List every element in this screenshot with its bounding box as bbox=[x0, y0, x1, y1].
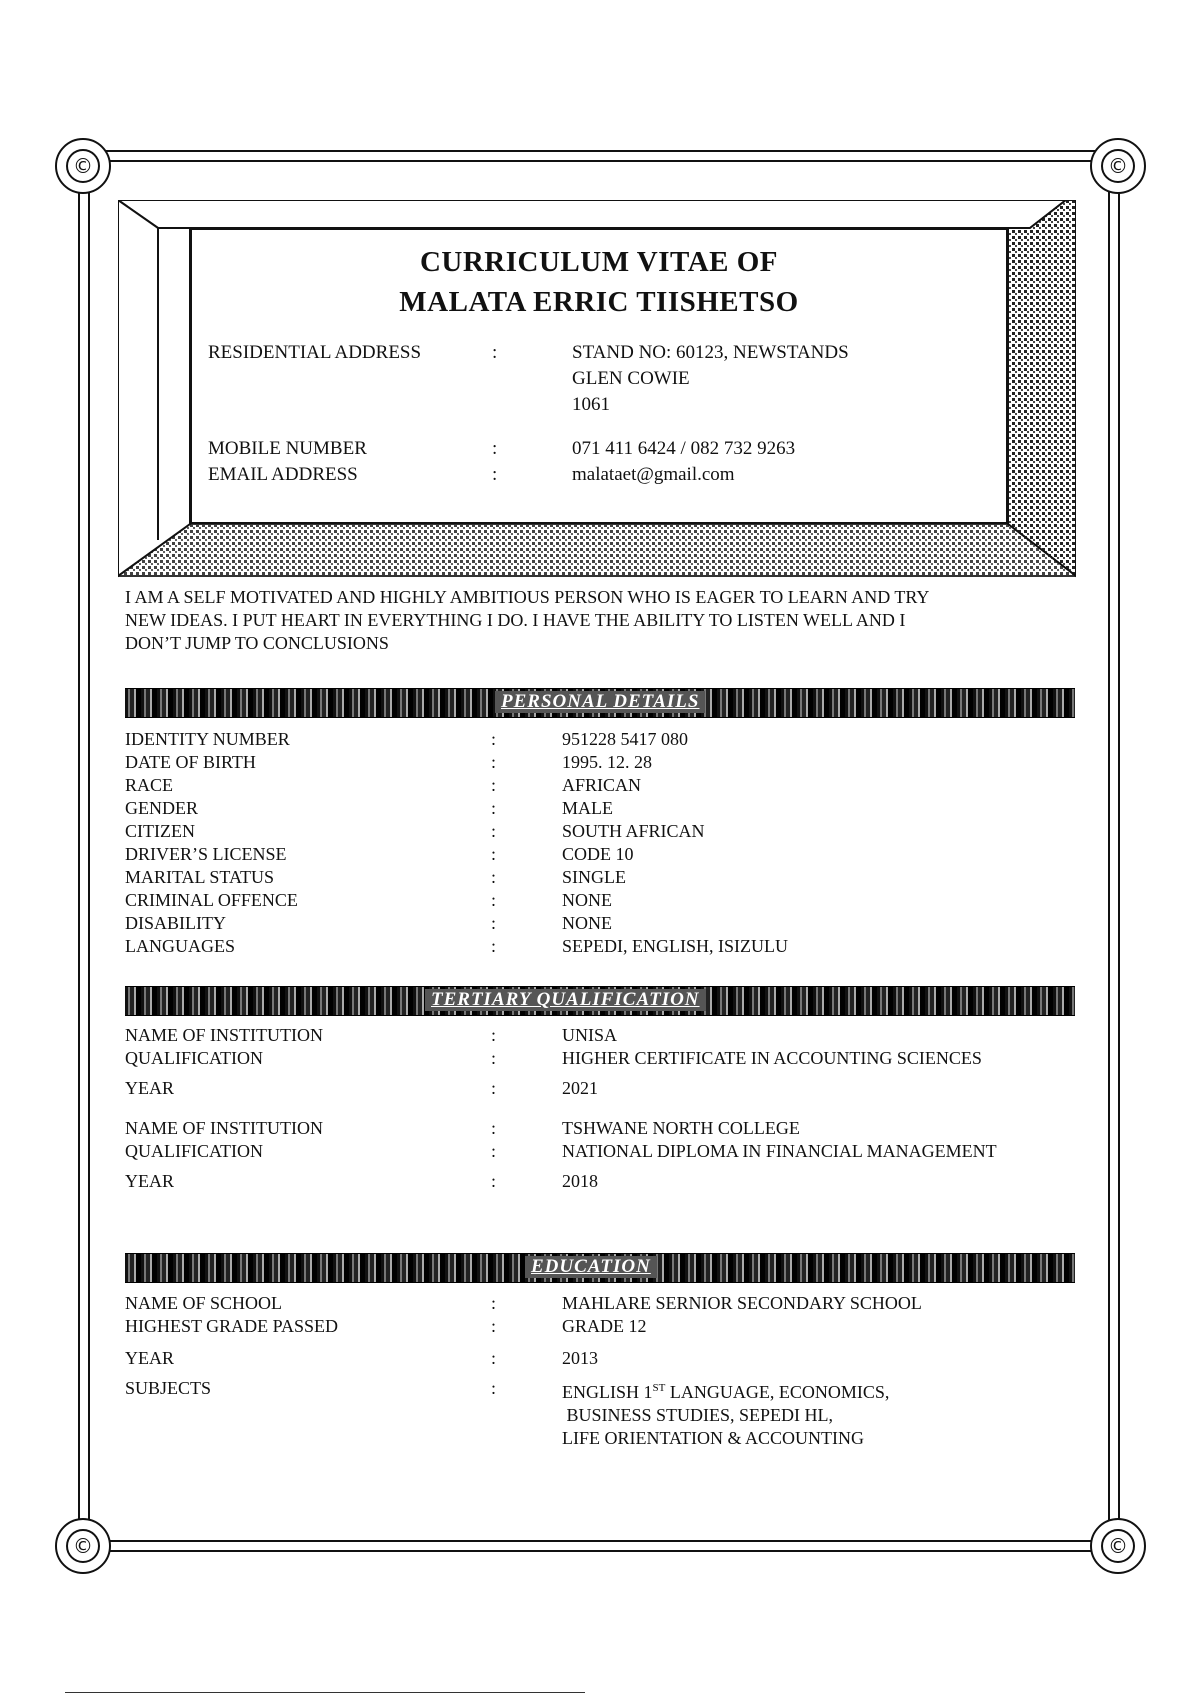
colon: : bbox=[491, 1293, 497, 1313]
list-item bbox=[125, 774, 1075, 797]
field-value: AFRICAN bbox=[562, 775, 642, 795]
field-value: NONE bbox=[562, 913, 612, 933]
corner-ornament-top-left: © bbox=[55, 138, 111, 194]
mobile-number-label: MOBILE NUMBER bbox=[208, 438, 367, 459]
school-label: NAME OF SCHOOL bbox=[125, 1293, 283, 1313]
field-value: TSHWANE NORTH COLLEGE bbox=[562, 1118, 800, 1138]
field-label: LANGUAGES bbox=[125, 936, 235, 956]
intro-line: I AM A SELF MOTIVATED AND HIGHLY AMBITIOUS PERSON WHO IS EAGER TO LEARN AND TRY bbox=[125, 587, 930, 607]
intro-line: DON’T JUMP TO CONCLUSIONS bbox=[125, 633, 389, 653]
colon: : bbox=[491, 798, 497, 818]
list-item bbox=[125, 1347, 1075, 1370]
intro-line: NEW IDEAS. I PUT HEART IN EVERYTHING I DO. I HAVE THE ABILITY TO LISTEN WELL AND I bbox=[125, 610, 906, 630]
school-value: MAHLARE SERNIOR SECONDARY SCHOOL bbox=[562, 1293, 922, 1313]
field-label: YEAR bbox=[125, 1078, 174, 1098]
field-label: NAME OF INSTITUTION bbox=[125, 1118, 323, 1138]
year-value: 2013 bbox=[562, 1348, 598, 1368]
residential-address-line2: GLEN COWIE bbox=[572, 368, 690, 389]
list-item bbox=[125, 1024, 1075, 1047]
field-value: MALE bbox=[562, 798, 613, 818]
colon: : bbox=[492, 464, 498, 485]
field-value: NONE bbox=[562, 890, 612, 910]
field-label: CRIMINAL OFFENCE bbox=[125, 890, 298, 910]
residential-address-label: RESIDENTIAL ADDRESS bbox=[208, 342, 422, 363]
colon: : bbox=[491, 1078, 497, 1098]
field-value: 2018 bbox=[562, 1171, 598, 1191]
field-label: QUALIFICATION bbox=[125, 1141, 263, 1161]
section-title-education: EDUCATION bbox=[525, 1256, 657, 1278]
field-label: DATE OF BIRTH bbox=[125, 752, 256, 772]
list-item bbox=[125, 935, 1075, 958]
year-label: YEAR bbox=[125, 1348, 174, 1368]
colon: : bbox=[492, 342, 498, 363]
corner-ornament-bottom-left: © bbox=[55, 1518, 111, 1574]
list-item bbox=[125, 1117, 1075, 1140]
intro-paragraph bbox=[125, 586, 1065, 655]
list-item bbox=[125, 843, 1075, 866]
colon: : bbox=[491, 867, 497, 887]
colon: : bbox=[491, 1025, 497, 1045]
email-address-label: EMAIL ADDRESS bbox=[208, 464, 358, 485]
subjects-label: SUBJECTS bbox=[125, 1378, 212, 1398]
colon: : bbox=[491, 844, 497, 864]
field-value: HIGHER CERTIFICATE IN ACCOUNTING SCIENCES bbox=[562, 1048, 982, 1068]
field-label: DRIVER’S LICENSE bbox=[125, 844, 287, 864]
email-address-value: malataet@gmail.com bbox=[572, 464, 735, 485]
list-item bbox=[125, 797, 1075, 820]
list-item bbox=[125, 1047, 1075, 1070]
field-label: GENDER bbox=[125, 798, 198, 818]
list-item bbox=[125, 1315, 1075, 1338]
frame-bottom-line-inner bbox=[100, 1550, 1100, 1552]
subjects-line: BUSINESS STUDIES, SEPEDI HL, bbox=[562, 1405, 834, 1425]
colon: : bbox=[491, 1048, 497, 1068]
subjects-line: LIFE ORIENTATION & ACCOUNTING bbox=[562, 1428, 865, 1448]
list-item bbox=[125, 751, 1075, 774]
frame-left-line-inner bbox=[88, 180, 90, 1520]
highest-grade-label: HIGHEST GRADE PASSED bbox=[125, 1316, 339, 1336]
frame-left-line-outer bbox=[78, 180, 80, 1520]
section-title-personal-details: PERSONAL DETAILS bbox=[495, 691, 705, 713]
list-item bbox=[125, 1292, 1075, 1315]
colon: : bbox=[491, 821, 497, 841]
list-item bbox=[125, 1140, 1075, 1163]
field-label: YEAR bbox=[125, 1171, 174, 1191]
colon: : bbox=[491, 1118, 497, 1138]
field-label: CITIZEN bbox=[125, 821, 195, 841]
frame-right-line-outer bbox=[1108, 180, 1110, 1520]
colon: : bbox=[491, 729, 497, 749]
colon: : bbox=[491, 775, 497, 795]
field-label: DISABILITY bbox=[125, 913, 226, 933]
field-label: RACE bbox=[125, 775, 174, 795]
section-title-tertiary-qualification: TERTIARY QUALIFICATION bbox=[425, 989, 706, 1011]
list-item bbox=[125, 912, 1075, 935]
list-item bbox=[125, 1170, 1075, 1193]
field-label: QUALIFICATION bbox=[125, 1048, 263, 1068]
field-label: NAME OF INSTITUTION bbox=[125, 1025, 323, 1045]
section-band-personal-details bbox=[125, 688, 1075, 718]
colon: : bbox=[491, 1316, 497, 1336]
highest-grade-value: GRADE 12 bbox=[562, 1316, 647, 1336]
list-item bbox=[125, 728, 1075, 751]
cv-title-name: MALATA ERRIC TIISHETSO bbox=[399, 286, 799, 318]
list-item bbox=[125, 866, 1075, 889]
residential-address-line3: 1061 bbox=[572, 394, 610, 415]
section-band-education bbox=[125, 1253, 1075, 1283]
subjects-value bbox=[562, 1377, 889, 1450]
field-value: SINGLE bbox=[562, 867, 626, 887]
list-item bbox=[125, 820, 1075, 843]
field-value: UNISA bbox=[562, 1025, 618, 1045]
cv-title-line1: CURRICULUM VITAE OF bbox=[419, 246, 779, 278]
colon: : bbox=[492, 438, 498, 459]
colon: : bbox=[491, 752, 497, 772]
subjects-line: ENGLISH 1ST LANGUAGE, ECONOMICS, bbox=[562, 1382, 890, 1402]
colon: : bbox=[491, 1141, 497, 1161]
list-item bbox=[125, 1077, 1075, 1100]
field-label: IDENTITY NUMBER bbox=[125, 729, 290, 749]
field-value: 951228 5417 080 bbox=[562, 729, 688, 749]
field-value: CODE 10 bbox=[562, 844, 634, 864]
colon: : bbox=[491, 1378, 497, 1398]
colon: : bbox=[491, 1348, 497, 1368]
frame-bottom-line-outer bbox=[100, 1540, 1100, 1542]
corner-ornament-top-right: © bbox=[1090, 138, 1146, 194]
list-item bbox=[125, 1377, 1075, 1449]
colon: : bbox=[491, 890, 497, 910]
field-value: SOUTH AFRICAN bbox=[562, 821, 705, 841]
frame-top-line-outer bbox=[100, 150, 1100, 152]
field-value: 2021 bbox=[562, 1078, 598, 1098]
colon: : bbox=[491, 913, 497, 933]
mobile-number-value: 071 411 6424 / 082 732 9263 bbox=[572, 438, 796, 459]
header-box bbox=[190, 228, 1008, 524]
colon: : bbox=[491, 1171, 497, 1191]
field-value: 1995. 12. 28 bbox=[562, 752, 652, 772]
corner-ornament-bottom-right: © bbox=[1090, 1518, 1146, 1574]
field-value: SEPEDI, ENGLISH, ISIZULU bbox=[562, 936, 788, 956]
frame-right-line-inner bbox=[1118, 180, 1120, 1520]
field-label: MARITAL STATUS bbox=[125, 867, 274, 887]
colon: : bbox=[491, 936, 497, 956]
scan-artifact-line bbox=[65, 1692, 585, 1693]
section-band-tertiary-qualification bbox=[125, 986, 1075, 1016]
list-item bbox=[125, 889, 1075, 912]
frame-top-line-inner bbox=[100, 160, 1100, 162]
residential-address-line1: STAND NO: 60123, NEWSTANDS bbox=[572, 342, 849, 363]
field-value: NATIONAL DIPLOMA IN FINANCIAL MANAGEMENT bbox=[562, 1141, 997, 1161]
